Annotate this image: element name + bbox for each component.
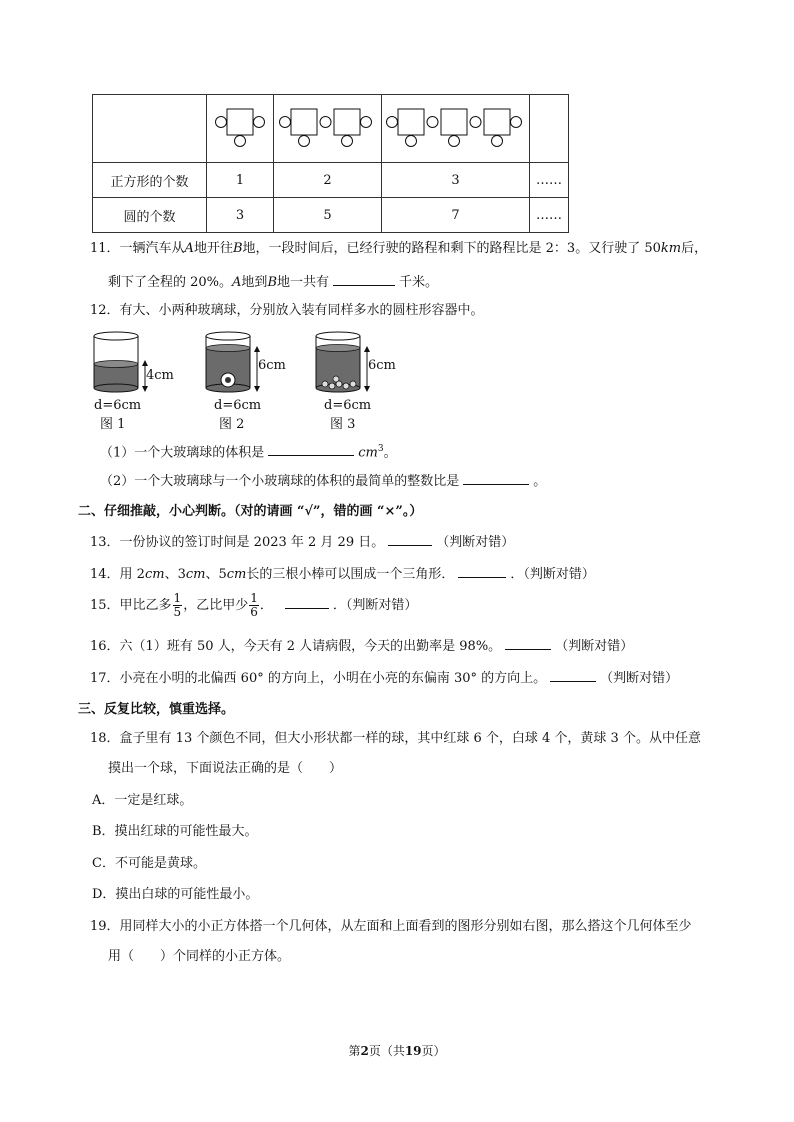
pattern-figure-1 — [207, 95, 274, 163]
row-label-circles: 圆的个数 — [93, 198, 207, 233]
question-18-option-c[interactable]: C．不可能是黄球。 — [92, 856, 206, 871]
cell-circles-1: 3 — [207, 198, 274, 233]
fraction-one-sixth: $\frac{1}{6}$ — [250, 591, 258, 619]
fraction-one-fifth: $\frac{1}{5}$ — [173, 591, 182, 619]
answer-blank[interactable] — [458, 563, 506, 578]
answer-blank[interactable] — [285, 594, 329, 609]
cell-circles-2: 5 — [274, 198, 382, 233]
question-15: 15．甲比乙多 $\frac{1}{5}$ ，乙比甲少 $\frac{1}{6}$ ． ．（判断对错） — [90, 591, 418, 619]
question-18-option-a[interactable]: A．一定是红球。 — [92, 793, 193, 808]
cylinder-figure-1 — [92, 326, 182, 398]
figure-3-diameter: d=6cm — [324, 398, 372, 413]
figure-2-height-label: 6cm — [258, 358, 286, 373]
question-12-sub-2: （2）一个大玻璃球与一个小玻璃球的体积的最简单的整数比是 。 — [100, 470, 546, 491]
figure-1-height-label: 4cm — [146, 368, 174, 383]
table-header-continue — [530, 95, 569, 163]
question-12-sub-1: （1）一个大玻璃球的体积是 $cm^3$。 — [100, 440, 397, 462]
pattern-figure-3 — [382, 95, 530, 163]
square-circle-figure-1 — [207, 97, 273, 157]
pattern-table — [92, 94, 569, 233]
figure-2-diameter: d=6cm — [214, 398, 262, 413]
question-14: 14．用 2cm、3cm、5cm长的三根小棒可以围成一个三角形． ．（判断对错） — [90, 563, 595, 584]
cell-squares-1: 1 — [207, 163, 274, 198]
section-3-heading: 三、反复比较，慎重选择。 — [78, 702, 235, 717]
pattern-figure-2 — [274, 95, 382, 163]
question-18-line-1: 18．盒子里有 13 个颜色不同，但大小形状都一样的球，其中红球 6 个，白球 4 个，黄球 3 个。从中任意 — [90, 731, 701, 746]
figure-1-caption: 图 1 — [100, 417, 126, 432]
question-19-line-2: 用（ ）个同样的小正方体。 — [108, 949, 291, 964]
answer-blank[interactable] — [333, 271, 395, 286]
question-18-option-b[interactable]: B．摸出红球的可能性最大。 — [92, 824, 258, 839]
section-2-heading: 二、仔细推敲，小心判断。（对的请画 “√”，错的画 “×”。） — [78, 504, 423, 519]
row-label-squares: 正方形的个数 — [93, 163, 207, 198]
question-12-stem: 12．有大、小两种玻璃球，分别放入装有同样多水的圆柱形容器中。 — [90, 303, 484, 318]
cell-circles-more: …… — [530, 198, 569, 233]
answer-blank[interactable] — [463, 470, 529, 485]
question-16: 16．六（1）班有 50 人，今天有 2 人请病假，今天的出勤率是 98%。 （判断对错） — [90, 635, 633, 656]
cell-squares-more: …… — [530, 163, 569, 198]
cell-squares-3: 3 — [382, 163, 530, 198]
question-13: 13．一份协议的签订时间是 2023 年 2 月 29 日。 （判断对错） — [90, 531, 514, 552]
answer-blank[interactable] — [268, 441, 354, 456]
table-header-empty — [93, 95, 207, 163]
square-circle-figure-3 — [382, 97, 529, 157]
square-circle-figure-2 — [274, 97, 381, 157]
figure-3-height-label: 6cm — [368, 358, 396, 373]
page-footer: 第2页（共19页） — [348, 1044, 446, 1058]
question-17: 17．小亮在小明的北偏西 60° 的方向上，小明在小亮的东偏南 30° 的方向上。 （判断对错） — [90, 667, 678, 688]
figure-1-diameter: d=6cm — [94, 398, 142, 413]
question-11-line-1: 11．一辆汽车从A地开往B地，一段时间后，已经行驶的路程和剩下的路程比是 2：3。又行驶了 50km后， — [90, 241, 708, 256]
cell-circles-3: 7 — [382, 198, 530, 233]
figure-3-caption: 图 3 — [330, 417, 356, 432]
question-18-line-2: 摸出一个球，下面说法正确的是（ ） — [108, 761, 343, 776]
question-19-line-1: 19．用同样大小的小正方体搭一个几何体，从左面和上面看到的图形分别如右图，那么搭这个几何体至少 — [90, 919, 692, 934]
question-11-line-2: 剩下了全程的 20%。A地到B地一共有 千米。 — [108, 271, 438, 292]
answer-blank[interactable] — [550, 667, 596, 682]
answer-blank[interactable] — [388, 531, 432, 546]
answer-blank[interactable] — [505, 635, 551, 650]
cell-squares-2: 2 — [274, 163, 382, 198]
question-18-option-d[interactable]: D．摸出白球的可能性最小。 — [92, 887, 259, 902]
figure-2-caption: 图 2 — [219, 417, 245, 432]
